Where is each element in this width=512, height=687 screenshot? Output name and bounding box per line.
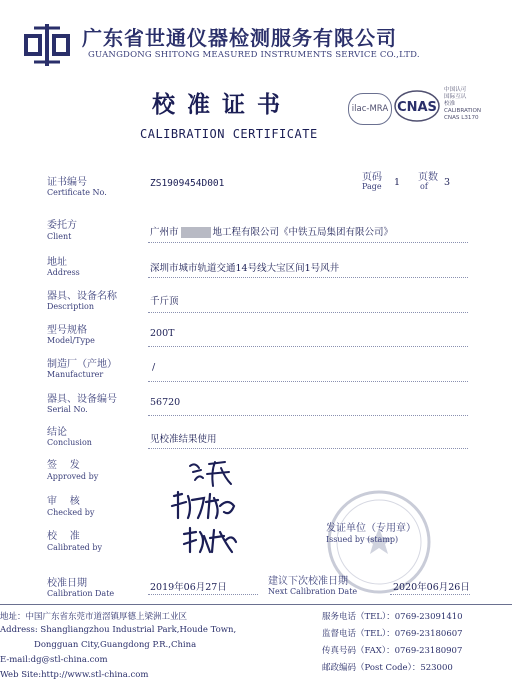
footer-divider xyxy=(0,604,512,605)
approved-label-cn: 签 发 xyxy=(47,460,80,471)
footer-postcode: 邮政编码（Post Code）：523000 xyxy=(322,663,453,673)
checked-label-cn: 审 核 xyxy=(47,496,80,507)
footer-address-en-2: Dongguan City,Guangdong P.R.,China xyxy=(34,640,197,650)
footer-email: E-mail:dg@stl-china.com xyxy=(0,655,108,665)
description-underline xyxy=(148,312,468,313)
cal-date-label-en: Calibration Date xyxy=(47,589,115,598)
conclusion-underline xyxy=(148,448,468,449)
cnas-logo-icon xyxy=(394,90,440,122)
cnas-accreditation-text: 中国认可 国际互认 校准 CALIBRATION CNAS L3170 xyxy=(444,87,482,121)
manufacturer-label-en: Manufacturer xyxy=(47,370,104,379)
next-date-value: 2020年06月26日 xyxy=(393,582,470,593)
serial-underline xyxy=(148,415,468,416)
address-label-cn: 地址 xyxy=(47,257,67,268)
address-label-en: Address xyxy=(47,268,80,277)
model-label-cn: 型号规格 xyxy=(47,325,87,336)
calibrator-signature-icon xyxy=(180,524,240,556)
manufacturer-underline xyxy=(148,381,468,382)
description-label-en: Description xyxy=(47,302,94,311)
footer-supervision-tel: 监督电话（TEL）：0769-23180607 xyxy=(322,629,463,639)
model-label-en: Model/Type xyxy=(47,336,95,345)
description-value: 千斤顶 xyxy=(150,296,179,307)
ilac-mra-logo: ilac-MRA xyxy=(348,93,392,125)
conclusion-label-en: Conclusion xyxy=(47,438,92,447)
serial-label-cn: 器具、设备编号 xyxy=(47,394,117,405)
approver-signature-icon xyxy=(185,458,245,490)
company-logo-icon xyxy=(22,22,72,68)
pages-label-en: of xyxy=(420,182,428,191)
client-value: 广州市 地工程有限公司《中铁五局集团有限公司》 xyxy=(150,227,394,238)
cert-no-value: ZS1909454D001 xyxy=(150,178,225,189)
client-label-en: Client xyxy=(47,232,72,241)
cert-no-label-en: Certificate No. xyxy=(47,188,107,197)
next-date-underline xyxy=(390,594,470,595)
company-name-en: GUANGDONG SHITONG MEASURED INSTRUMENTS SERVICE CO.,LTD. xyxy=(88,50,420,60)
certificate-title-en: CALIBRATION CERTIFICATE xyxy=(140,127,318,141)
next-date-label-en: Next Calibration Date xyxy=(268,587,358,596)
company-name-cn: 广东省世通仪器检测服务有限公司 xyxy=(82,26,397,50)
footer-tel: 服务电话（TEL）：0769-23091410 xyxy=(322,612,463,622)
checked-label-en: Checked by xyxy=(47,508,95,517)
footer-address-en-1: Address: Shangliangzhou Industrial Park,Houde Town, xyxy=(0,625,237,635)
calibrated-label-en: Calibrated by xyxy=(47,543,102,552)
cal-date-value: 2019年06月27日 xyxy=(150,582,227,593)
client-label-cn: 委托方 xyxy=(47,220,77,231)
cal-date-label-cn: 校准日期 xyxy=(47,578,87,589)
redaction-block xyxy=(181,227,211,238)
cal-date-underline xyxy=(148,594,258,595)
page-label-en: Page xyxy=(362,182,382,191)
checker-signature-icon xyxy=(170,488,240,522)
issued-label-cn: 发证单位（专用章） xyxy=(326,523,416,534)
client-underline xyxy=(148,242,468,243)
serial-label-en: Serial No. xyxy=(47,405,88,414)
address-value: 深圳市城市轨道交通14号线大宝区间1号风井 xyxy=(150,263,340,274)
page-label-cn: 页码 xyxy=(362,172,382,183)
calibrated-label-cn: 校 准 xyxy=(47,531,80,542)
next-date-label-cn: 建议下次校准日期 xyxy=(268,576,348,587)
footer-website: Web Site:http://www.stl-china.com xyxy=(0,670,149,680)
conclusion-label-cn: 结论 xyxy=(47,427,67,438)
issued-label-en: Issued by (stamp) xyxy=(326,535,399,544)
svg-text:CNAS: CNAS xyxy=(397,100,437,115)
pages-label-cn: 页数 xyxy=(418,172,438,183)
model-value: 200T xyxy=(150,328,175,339)
model-underline xyxy=(148,346,468,347)
footer-fax: 传真号码（FAX）：0769-23180907 xyxy=(322,646,463,656)
description-label-cn: 器具、设备名称 xyxy=(47,291,117,302)
address-underline xyxy=(148,277,468,278)
footer-address-cn: 地址：中国广东省东莞市道滘镇厚德上梁洲工业区 xyxy=(0,612,188,622)
conclusion-value: 见校准结果使用 xyxy=(150,434,217,445)
approved-label-en: Approved by xyxy=(47,472,99,481)
page-value: 1 xyxy=(394,177,401,188)
certificate-title-cn: 校准证书 xyxy=(152,91,292,118)
manufacturer-value: / xyxy=(152,362,156,373)
cert-no-label-cn: 证书编号 xyxy=(47,177,87,188)
manufacturer-label-cn: 制造厂（产地） xyxy=(47,359,117,370)
serial-value: 56720 xyxy=(150,397,181,408)
pages-value: 3 xyxy=(444,177,451,188)
